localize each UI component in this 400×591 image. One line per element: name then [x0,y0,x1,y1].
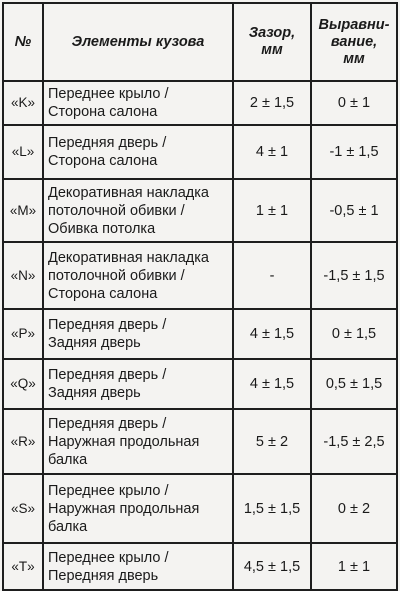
header-elements: Элементы кузова [43,3,233,81]
row-flush: 0,5 ± 1,5 [311,359,397,409]
row-code: «P» [3,309,43,359]
row-code: «T» [3,543,43,590]
header-flush: Выравни- вание, мм [311,3,397,81]
row-gap: 4 ± 1,5 [233,359,311,409]
row-code: «M» [3,179,43,242]
table-row [3,359,397,409]
header-gap: Зазор, мм [233,3,311,81]
row-flush: 0 ± 2 [311,474,397,543]
row-code: «K» [3,81,43,125]
row-flush: 0 ± 1,5 [311,309,397,359]
row-element: Передняя дверь / Задняя дверь [43,359,233,409]
body-gaps-table [2,2,398,591]
row-gap: - [233,242,311,309]
row-flush: -0,5 ± 1 [311,179,397,242]
row-element: Передняя дверь / Сторона салона [43,125,233,179]
row-code: «Q» [3,359,43,409]
table-row [3,409,397,474]
table-row [3,309,397,359]
row-flush: -1 ± 1,5 [311,125,397,179]
table-row [3,125,397,179]
row-code: «S» [3,474,43,543]
row-flush: -1,5 ± 2,5 [311,409,397,474]
row-flush: 0 ± 1 [311,81,397,125]
row-flush: -1,5 ± 1,5 [311,242,397,309]
row-gap: 1 ± 1 [233,179,311,242]
row-element: Декоративная накладка потолочной обивки / Обивка потолка [43,179,233,242]
row-gap: 2 ± 1,5 [233,81,311,125]
table-row [3,81,397,125]
row-code: «R» [3,409,43,474]
row-gap: 4 ± 1 [233,125,311,179]
row-code: «L» [3,125,43,179]
row-element: Переднее крыло / Передняя дверь [43,543,233,590]
row-gap: 5 ± 2 [233,409,311,474]
table-row [3,474,397,543]
header-row [3,3,397,81]
row-element: Декоративная накладка потолочной обивки / Сторона салона [43,242,233,309]
row-gap: 1,5 ± 1,5 [233,474,311,543]
row-gap: 4 ± 1,5 [233,309,311,359]
table-row [3,543,397,590]
row-element: Переднее крыло / Наружная продольная балка [43,474,233,543]
table-row [3,242,397,309]
row-code: «N» [3,242,43,309]
row-gap: 4,5 ± 1,5 [233,543,311,590]
row-element: Переднее крыло / Сторона салона [43,81,233,125]
row-element: Передняя дверь / Наружная продольная балка [43,409,233,474]
table-row [3,179,397,242]
row-element: Передняя дверь / Задняя дверь [43,309,233,359]
header-code: № [3,3,43,81]
row-flush: 1 ± 1 [311,543,397,590]
